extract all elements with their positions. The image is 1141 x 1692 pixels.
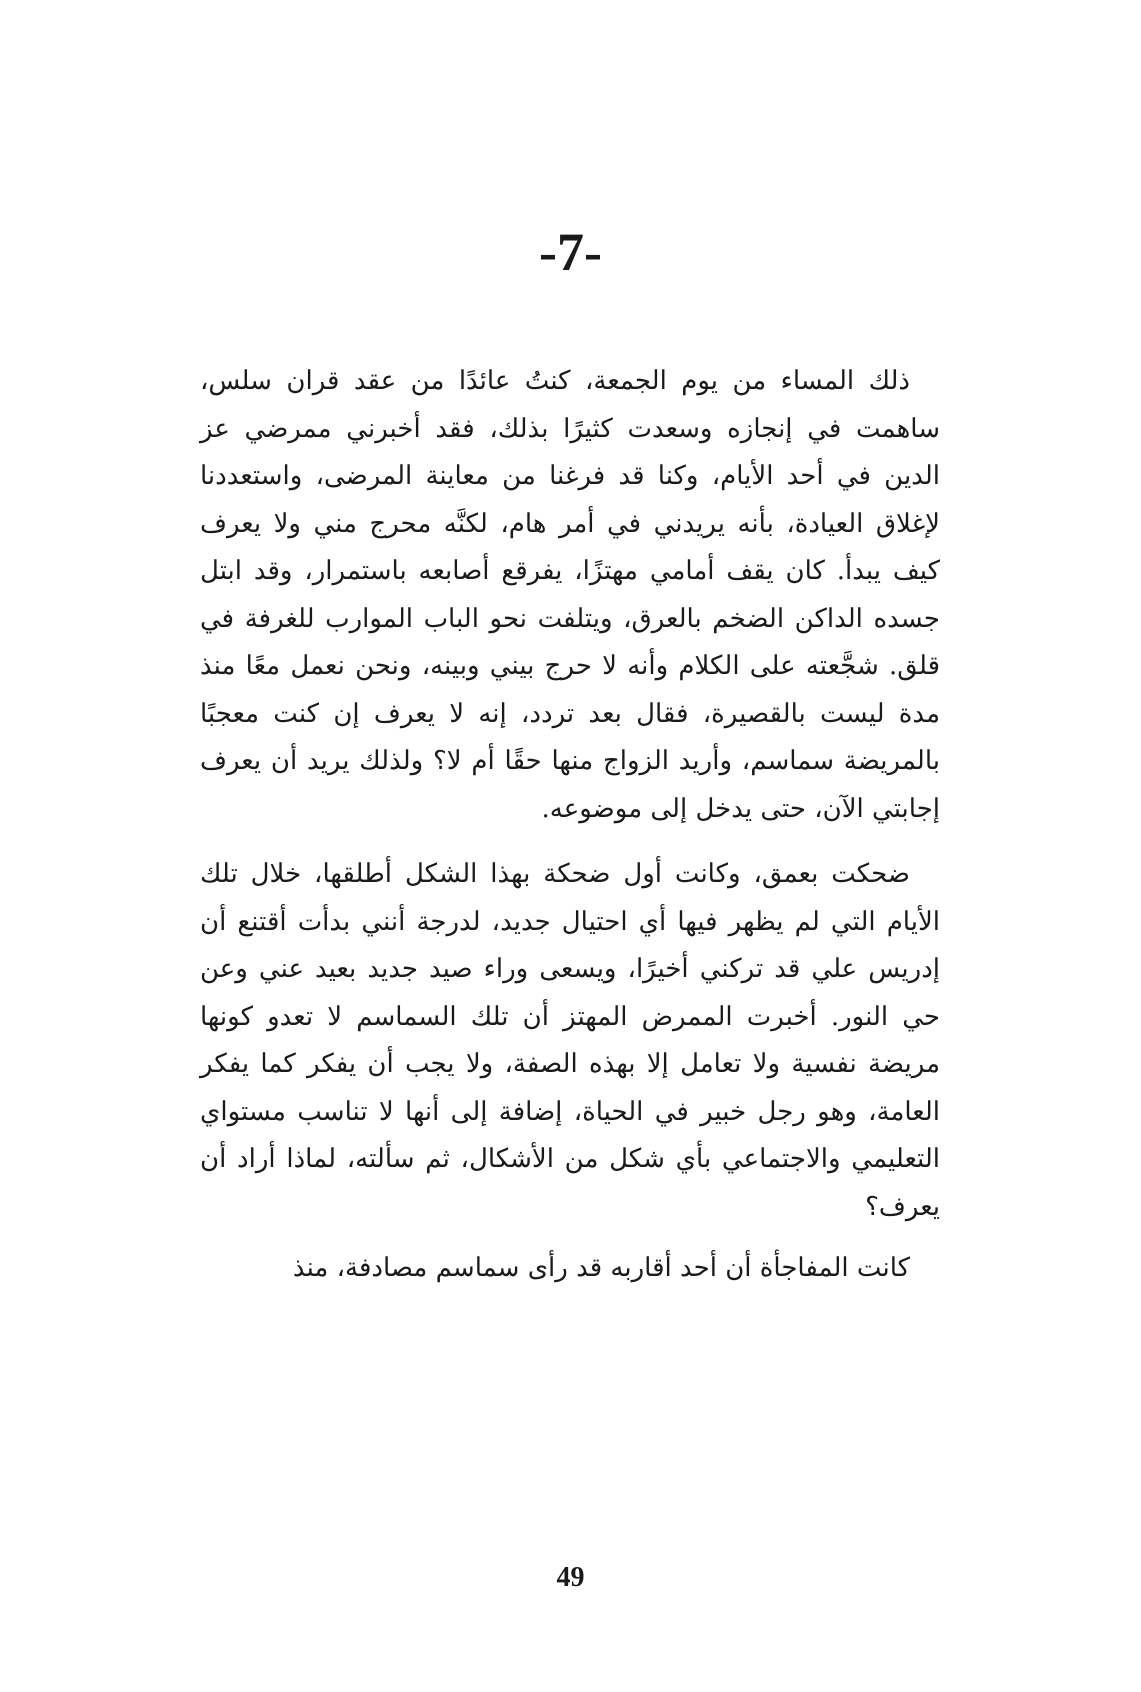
paragraph-3: كانت المفاجأة أن أحد أقاربه قد رأى سماسم مصادفة، منذ bbox=[292, 1253, 910, 1283]
page-number: 49 bbox=[556, 1562, 585, 1593]
paragraph-1: ذلك المساء من يوم الجمعة، كنتُ عائدًا من عقد قران سلس، ساهمت في إنجازه وسعدت كثيرًا بذلك، فقد أخبرني ممرضي عز الدين في أحد الأيام، وكنا قد فرغنا من معاينة المرضى، واستعددنا لإغلاق العيادة، بأنه يريدني في أمر هام، لكنَّه محرج مني ولا يعرف كيف يبدأ. كان يقف أمامي مهتزًا، يفرقع أصابعه باستمرار، وقد ابتل جسده الداكن الضخم بالعرق، ويتلفت نحو الباب الموارب للغرفة في قلق. شجَّعته على الكلام وأنه لا حرج بيني وبينه، ونحن نعمل معًا منذ مدة ليست بالقصيرة، فقال بعد تردد، إنه لا يعرف إن كنت معجبًا بالمريضة سماسم، وأريد الزواج منها حقًا أم لا؟ ولذلك يريد أن يعرف إجابتي الآن، حتى يدخل إلى موضوعه. bbox=[200, 366, 940, 824]
chapter-body bbox=[200, 358, 940, 1293]
chapter-number: -7- bbox=[539, 222, 602, 282]
paragraph-2: ضحكت بعمق، وكانت أول ضحكة بهذا الشكل أطلقها، خلال تلك الأيام التي لم يظهر فيها أي احتيال جديد، لدرجة أنني بدأت أقتنع أن إدريس علي قد تركني أخيرًا، ويسعى وراء صيد جديد بعيد عني وعن حي النور. أخبرت الممرض المهتز أن تلك السماسم لا تعدو كونها مريضة نفسية ولا تعامل إلا بهذه الصفة، ولا يجب أن يفكر كما يفكر العامة، وهو رجل خبير في الحياة، إضافة إلى أنها لا تناسب مستواي التعليمي والاجتماعي بأي شكل من الأشكال، ثم سألته، لماذا أراد أن يعرف؟ bbox=[200, 859, 940, 1222]
